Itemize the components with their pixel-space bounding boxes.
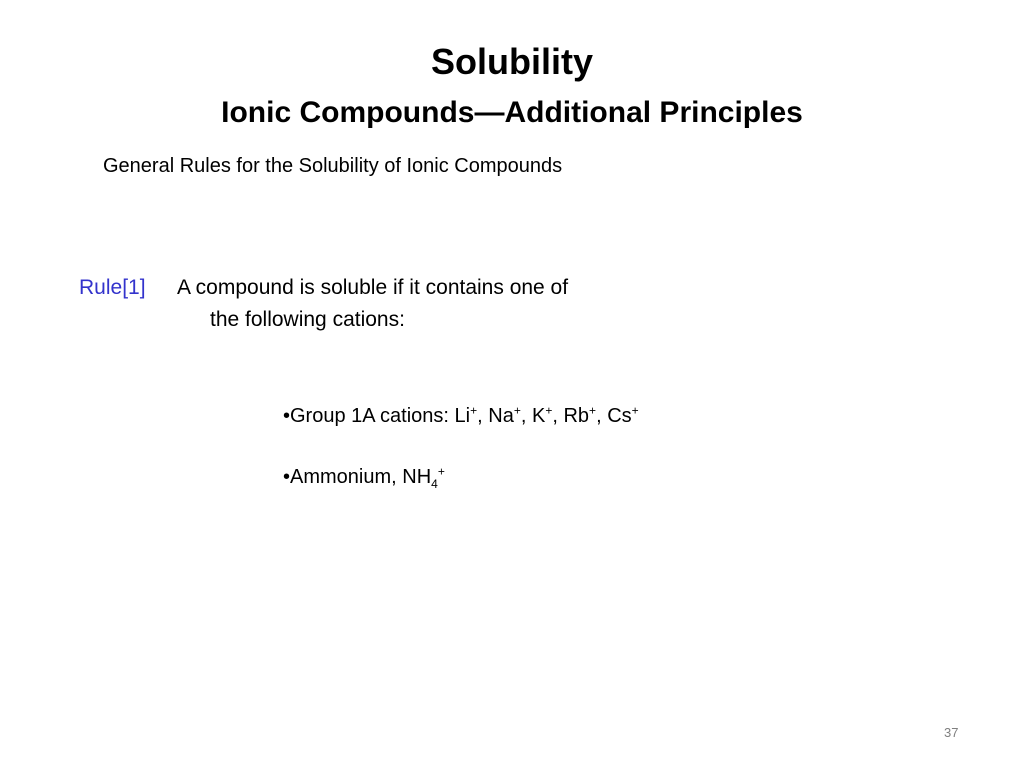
slide-subtitle: Ionic Compounds—Additional Principles [221, 96, 803, 129]
ion-separator: , [520, 405, 532, 427]
ion-cs [607, 405, 638, 427]
ion-separator: , [552, 405, 564, 427]
rule-label: Rule[1] [79, 276, 146, 299]
rule-text-line1: A compound is soluble if it contains one of [177, 276, 569, 299]
ion-separator: , [596, 405, 608, 427]
intro-text: General Rules for the Solubility of Ionic Compounds [103, 155, 563, 177]
ammonium-charge: + [437, 464, 445, 479]
bullet-group1a [283, 403, 639, 429]
ion-charge: + [513, 403, 521, 418]
page-number: 37 [944, 725, 959, 740]
ion-k [532, 405, 563, 427]
ion-symbol: Cs [607, 405, 632, 427]
ion-symbol: K [531, 405, 546, 427]
ion-symbol: Rb [563, 405, 590, 427]
ammonium-subscript: 4 [431, 477, 438, 491]
ion-li [455, 405, 489, 427]
ion-symbol: Li [454, 405, 471, 427]
ion-charge: + [631, 403, 639, 418]
ion-symbol: Na [488, 405, 514, 427]
ion-charge: + [545, 403, 553, 418]
bullet-ammonium-prefix: •Ammonium, NH [283, 466, 432, 488]
ion-charge: + [589, 403, 597, 418]
slide-title: Solubility [431, 41, 593, 82]
ion-separator: , [477, 405, 489, 427]
ion-na [488, 405, 532, 427]
rule-text-line2: the following cations: [210, 308, 405, 331]
bullet-ammonium [283, 464, 445, 490]
ion-charge: + [470, 403, 478, 418]
bullet-group1a-prefix: •Group 1A cations: [283, 405, 455, 427]
ion-rb [563, 405, 607, 427]
